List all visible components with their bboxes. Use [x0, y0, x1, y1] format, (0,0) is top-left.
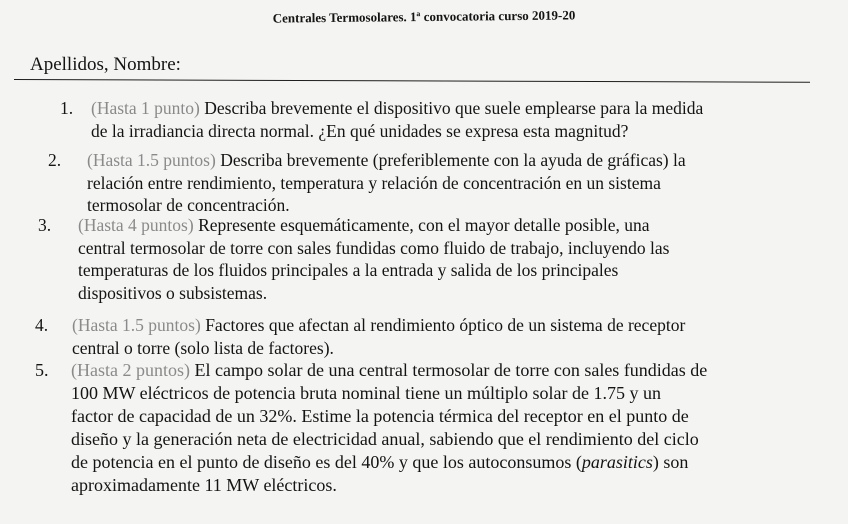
question-line: de la irradiancia directa normal. ¿En qué unidades se expresa esta magnitud? — [91, 120, 629, 141]
question-line: dispositivos o subsistemas. — [78, 282, 268, 303]
question-line: (Hasta 2 puntos) El campo solar de una central termosolar de torre con sales fundidas de — [71, 360, 708, 380]
question-text — [78, 214, 669, 304]
question-text — [87, 149, 686, 217]
question-line: central termosolar de torre con sales fundidas como fluido de trabajo, incluyendo las — [78, 237, 670, 258]
name-field-label: Apellidos, Nombre: — [30, 54, 181, 75]
question-line: termosolar de concentración. — [87, 195, 290, 215]
question-line: relación entre rendimiento, temperatura y relación de concentración en un sistema — [87, 172, 661, 193]
question-number: 5. — [35, 360, 49, 380]
question-line: (Hasta 1.5 puntos) Describa brevemente (preferiblemente con la ayuda de gráficas) la — [87, 150, 686, 170]
question-line: (Hasta 1 punto) Describa brevemente el dispositivo que suele emplearse para la medida — [91, 98, 704, 118]
question-line: factor de capacidad de un 32%. Estime la potencia térmica del receptor en el punto de — [71, 406, 689, 426]
question-line: central o torre (solo lista de factores). — [72, 337, 334, 358]
question-line: 100 MW eléctricos de potencia bruta nominal tiene un múltiplo solar de 1.75 y un — [71, 383, 662, 403]
question-line: diseño y la generación neta de electricidad anual, sabiendo que el rendimiento del ciclo — [71, 429, 699, 449]
question-points: (Hasta 2 puntos) — [71, 360, 190, 380]
question-text — [71, 359, 707, 497]
question-line: (Hasta 4 puntos) Represente esquemáticamente, con el mayor detalle posible, una — [78, 215, 650, 235]
question-line: (Hasta 1.5 puntos) Factores que afectan al rendimiento óptico de un sistema de receptor — [72, 315, 686, 335]
italic-term: parasitics — [581, 452, 653, 472]
question-number: 2. — [48, 150, 62, 170]
name-field-line[interactable] — [14, 79, 810, 83]
question-points: (Hasta 1.5 puntos) — [72, 315, 201, 335]
question-number: 3. — [38, 215, 52, 235]
question-line: temperaturas de los fluidos principales a la entrada y salida de los principales — [78, 260, 619, 280]
question-points: (Hasta 4 puntos) — [78, 215, 194, 235]
question-line: de potencia en el punto de diseño es del 40% y que los autoconsumos (parasitics) son — [71, 452, 689, 472]
question-points: (Hasta 1.5 puntos) — [87, 150, 216, 170]
question-points: (Hasta 1 punto) — [91, 98, 200, 118]
question-line: aproximadamente 11 MW eléctricos. — [71, 475, 337, 495]
exam-header: Centrales Termosolares. 1ª convocatoria curso 2019-20 — [272, 7, 576, 26]
question-number: 1. — [60, 98, 74, 118]
question-text — [91, 97, 703, 142]
question-text — [72, 314, 685, 359]
question-number: 4. — [35, 315, 49, 335]
